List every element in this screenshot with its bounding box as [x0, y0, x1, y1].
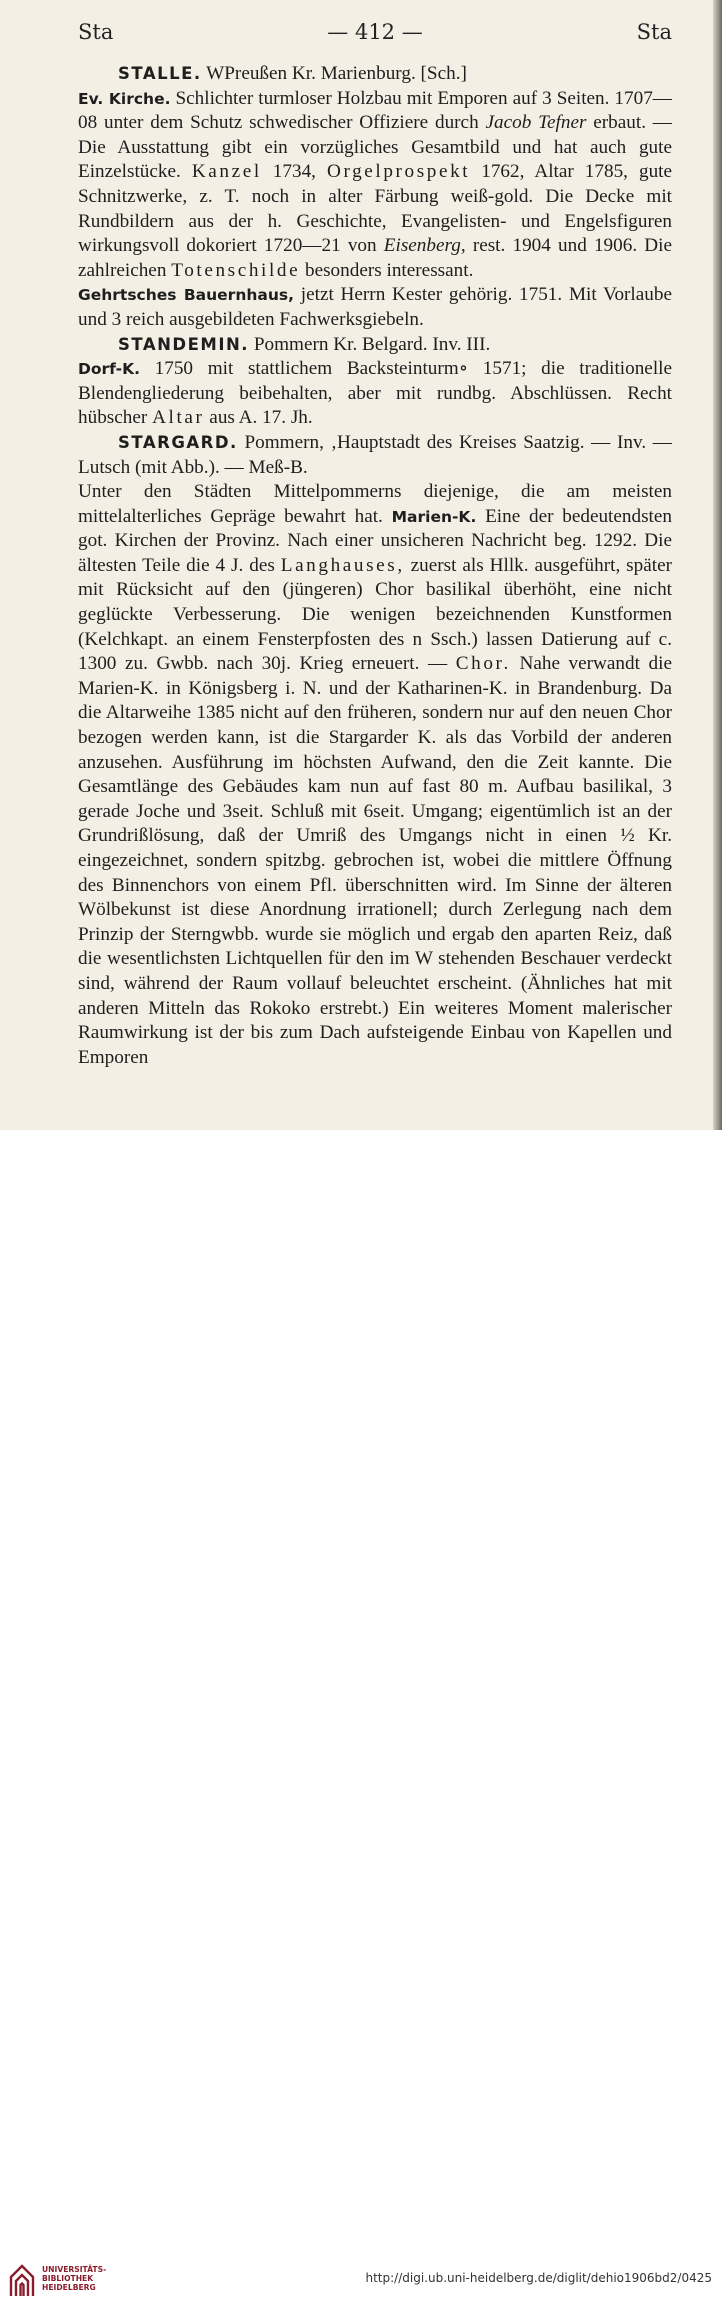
text-run: Schlichter turmloser Holzbau mit Emporen auf 3 Seiten. 1707—08 unter dem Schutz schwedischer Offiziere durch [78, 87, 672, 134]
text-run: jetzt Herrn Kester gehörig. 1751. Mit Vorlaube und 3 reich ausgebildeten Fachwerksgiebeln. [78, 284, 672, 330]
text-run: zuerst als Hllk. ausgeführt, später mit Rücksicht auf den (jüngeren) Chor basilikal überhöht, eine nicht geglückte Verbesserung. Die wenigen bezeichnenden Kunstformen (Kelchkapt. an einem Fensterpfosten des n Ssch.) lassen Datierung auf c. 1300 zu. Gwbb. nach 30j. Krieg erneuert. — [78, 554, 672, 675]
paragraph-p7 [78, 480, 672, 1070]
paragraph-p1 [78, 62, 672, 87]
text-run: Langhauses, [280, 554, 405, 576]
entry-heading: STARGARD. [118, 432, 238, 452]
text-run: WPreußen Kr. Marienburg. [Sch.] [201, 63, 467, 84]
institution-line: BIBLIOTHEK [42, 2273, 94, 2283]
header-left: Sta [78, 20, 114, 44]
text-run: Eisenberg, [383, 235, 466, 257]
scanned-page [0, 0, 722, 1130]
running-header [78, 18, 672, 46]
header-right: Sta [636, 20, 672, 44]
text-run: Eine der bedeutendsten got. Kirchen der Provinz. Nach einer unsicheren Nachricht beg. 1292. Die ältesten Teile die 4 J. des [78, 505, 672, 576]
page-body-text [78, 62, 672, 1070]
text-run: Unter den Städten Mittelpommerns diejenige, die am meisten mittelalterliches Gepräge bewahrt hat. [78, 481, 672, 527]
paragraph-p3 [78, 283, 672, 332]
text-run: Pommern Kr. Belgard. Inv. III. [249, 333, 491, 355]
sub-heading: Gehrtsches Bauernhaus, [78, 286, 295, 305]
paragraph-p4 [78, 333, 672, 358]
university-library-logo-icon [8, 2263, 36, 2299]
text-run: Nahe verwandt die Marien-K. in Königsberg i. N. und der Katharinen-K. in Brandenburg. Da die Altarweihe 1385 nicht auf den früheren, sondern nur auf den neuen Chor bezogen werden kann, ist die Stargarder K. als das Vorbild der anderen anzusehen. Ausführung im höchsten Aufwand, den die Zeit kannte. Die Gesamtlänge des Gebäudes kam nun auf fast 80 m. Aufbau basilikal, 3 gerade Joche und 3seit. Schluß mit 6seit. Umgang; eigentümlich ist an der Grundrißlösung, daß der Umriß des Umgangs nicht in einen ½ Kr. eingezeichnet, sondern spitzbg. gebrochen ist, wobei die mittlere Öffnung des Binnenchors von einem Pfl. überschnitten wird. Im Sinne der älteren Wölbekunst ist diese Anordnung irrationell; durch Zerlegung nach dem Prinzip der Sterngwbb. wurde sie möglich und ergab den aparten Reiz, daß die wesentlichsten Lichtquellen für den im W stehenden Beschauer verdeckt sind, während der Raum vollauf beleuchtet erscheint. (Ähnliches hat mit anderen Mitteln das Rokoko erstrebt.) Ein weiteres Moment malerischer Raumwirkung ist der bis zum Dach aufsteigende Einbau von Kapellen und Emporen [78, 653, 672, 1068]
text-run: rest. 1904 und 1906. Die zahlreichen [78, 235, 672, 281]
text-run: 1734, [261, 161, 327, 183]
paragraph-p6 [78, 431, 672, 480]
text-run: aus A. 17. Jh. [204, 407, 313, 429]
text-run: besonders interessant. [300, 259, 474, 281]
institution-line: HEIDELBERG [42, 2282, 96, 2292]
text-run: 1762, Altar 1785, gute Schnitzwerke, z. T. noch in alter Färbung weiß-gold. Die Decke mit Rundbildern aus der h. Geschichte, Evangelisten- und Engelsfiguren wirkungsvoll dokoriert 1720—21 von [78, 161, 673, 257]
paragraph-p2 [78, 87, 672, 284]
institution-name [42, 2266, 106, 2292]
text-run: Totenschilde [171, 259, 301, 281]
text-run: 1750 mit stattlichem Backsteinturm∘ 1571; die traditionelle Blendengliederung beibehalten, aber mit rundbg. Abschlüssen. Recht hübscher [78, 358, 672, 429]
text-run: Chor. [455, 653, 511, 675]
sub-heading: Ev. Kirche. [78, 89, 171, 108]
entry-heading: STANDEMIN. [118, 334, 250, 354]
text-run: Pommern, ‚Hauptstadt des Kreises Saatzig. — Inv. — Lutsch (mit Abb.). — Meß-B. [78, 431, 672, 478]
text-run: Orgelprospekt [326, 161, 471, 183]
paragraph-p5 [78, 357, 672, 431]
text-run: Altar [152, 407, 205, 429]
text-run: Jacob Tefner [485, 112, 587, 134]
entry-heading: STALLE. [118, 64, 202, 83]
footer-bar [0, 1130, 722, 2292]
sub-heading: Dorf-K. [78, 360, 140, 379]
text-run: erbaut. — Die Ausstattung gibt ein vorzügliches Gesamtbild und hat auch gute Einzelstücke. [78, 112, 672, 183]
text-run: Kanzel [191, 161, 262, 183]
institution-line: UNIVERSITÄTS- [42, 2265, 107, 2274]
page-edge-shadow [713, 0, 722, 1130]
sub-heading: Marien-K. [391, 507, 477, 526]
page-number: — 412 — [327, 20, 423, 44]
source-url-link[interactable]: http://digi.ub.uni-heidelberg.de/diglit/dehio1906bd2/0425 [365, 2271, 712, 2285]
